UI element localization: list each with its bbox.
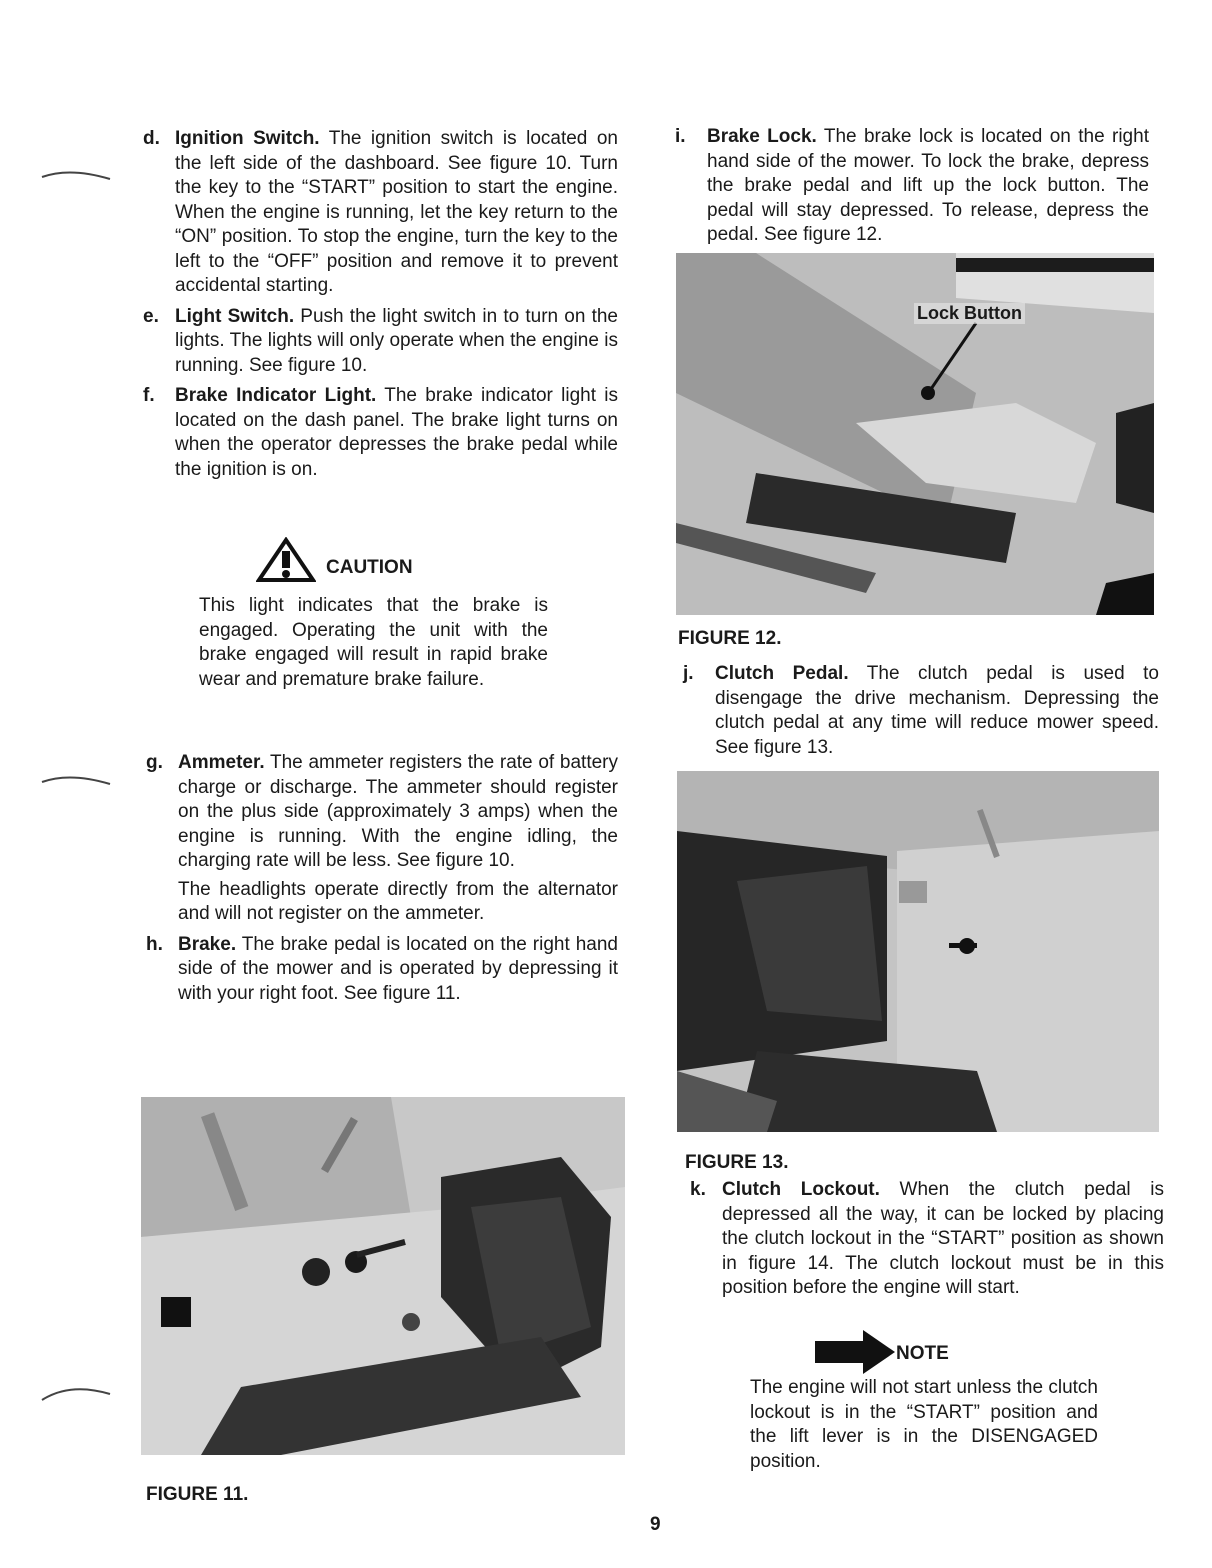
figure-13-photo <box>677 771 1159 1132</box>
margin-mark <box>40 770 120 790</box>
item-text: The ammeter registers the rate of battery charge or discharge. The ammeter should register on the plus side (approximately 3 amps) when the engine is running. With the engine idling, the charging rate will be less. See figure 10. <box>178 752 618 871</box>
item-brake-lock <box>675 125 1149 248</box>
item-title: Clutch Lockout. <box>722 1179 880 1200</box>
item-title: Clutch Pedal. <box>715 663 849 684</box>
figure-12-photo <box>676 253 1154 615</box>
item-letter: e. <box>143 305 159 327</box>
item-clutch-lockout <box>690 1178 1164 1301</box>
warning-triangle-icon <box>256 537 316 583</box>
arrow-right-icon <box>815 1330 895 1374</box>
item-title: Light Switch. <box>175 305 295 327</box>
item-extra-text: The headlights operate directly from the alternator and will not register on the ammeter. <box>178 878 618 924</box>
left-column-lower <box>146 751 618 1006</box>
item-letter: d. <box>143 128 160 149</box>
note-text: The engine will not start unless the clutch lockout is in the “START” position and the lift lever is in the DISENGAGED position. <box>750 1377 1098 1472</box>
item-letter: i. <box>675 126 686 147</box>
left-column <box>143 127 618 482</box>
item-text: The ignition switch is located on the left side of the dashboard. See figure 10. Turn the key to the “START” position to start the engine. When the engine is running, let the key return to the “ON” position. To stop the engine, turn the key to the left to the “OFF” position and remove it to prevent accidental starting. <box>175 128 618 296</box>
item-text: The brake pedal is located on the right hand side of the mower and is operated by depressing it with your right foot. See figure 11. <box>178 933 618 1004</box>
item-text: The brake indicator light is located on the dash panel. The brake light turns on when the operator depresses the brake pedal while the ignition is on. <box>175 385 619 480</box>
item-ignition-switch <box>143 127 618 299</box>
item-text: When the clutch pedal is depressed all the way, it can be locked by placing the clutch lockout in the “START” position as shown in figure 14. The clutch lockout must be in this position before the engine will start. <box>722 1179 1164 1298</box>
right-column-middle <box>683 662 1159 760</box>
caution-title: CAUTION <box>326 557 413 578</box>
item-letter: h. <box>146 933 163 955</box>
item-letter: f. <box>143 385 155 406</box>
figure-11-photo <box>141 1097 625 1455</box>
note-title: NOTE <box>896 1343 949 1364</box>
item-ammeter <box>146 751 618 927</box>
margin-mark <box>40 1380 120 1404</box>
item-title: Ammeter. <box>178 752 265 773</box>
page-number: 9 <box>650 1514 661 1535</box>
item-brake <box>146 933 618 1007</box>
margin-mark <box>40 165 120 185</box>
item-light-switch <box>143 305 618 379</box>
item-title: Brake Indicator Light. <box>175 385 377 406</box>
caution-text: This light indicates that the brake is engaged. Operating the unit with the brake engaged will result in rapid brake wear and premature brake failure. <box>199 595 548 690</box>
lock-button-label: Lock Button <box>914 303 1025 324</box>
figure-13-caption: FIGURE 13. <box>685 1152 789 1173</box>
item-title: Brake. <box>178 933 237 955</box>
item-letter: k. <box>690 1179 706 1200</box>
item-text: The clutch pedal is used to disengage the drive mechanism. Depressing the clutch pedal at any time will reduce mower speed. See figure 13. <box>715 663 1160 758</box>
item-text: Push the light switch in to turn on the lights. The lights will only operate when the engine is running. See figure 10. <box>175 305 619 376</box>
item-title: Ignition Switch. <box>175 128 320 149</box>
item-letter: g. <box>146 752 163 773</box>
item-clutch-pedal <box>683 662 1159 760</box>
item-letter: j. <box>683 663 694 684</box>
item-text: The brake lock is located on the right hand side of the mower. To lock the brake, depress the brake pedal and lift up the lock button. The pedal will stay depressed. To release, depress the pedal. See figure 12. <box>707 126 1149 245</box>
right-column-lower <box>690 1178 1164 1301</box>
figure-11-caption: FIGURE 11. <box>146 1484 249 1505</box>
item-brake-indicator-light <box>143 384 618 482</box>
right-column <box>675 125 1149 248</box>
item-title: Brake Lock. <box>707 126 817 147</box>
figure-12-caption: FIGURE 12. <box>678 628 782 649</box>
